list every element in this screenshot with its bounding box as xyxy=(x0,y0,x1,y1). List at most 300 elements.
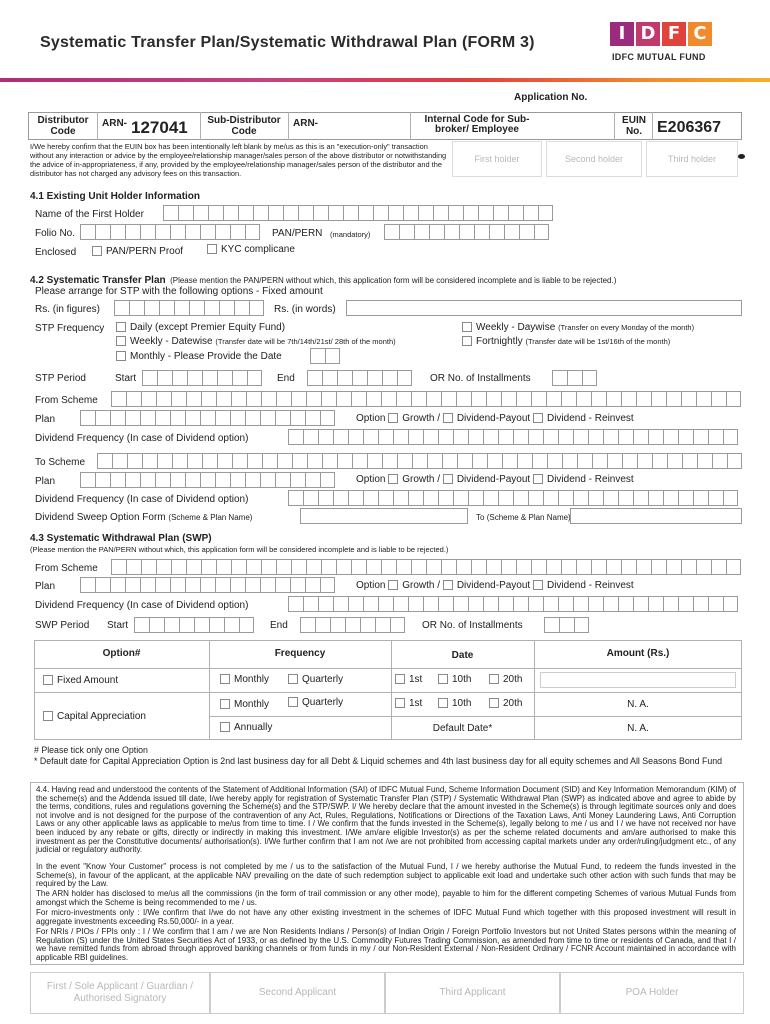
char-box[interactable] xyxy=(140,472,155,488)
char-box[interactable] xyxy=(448,205,463,221)
char-box[interactable] xyxy=(622,453,637,469)
char-box[interactable] xyxy=(457,453,472,469)
char-box[interactable] xyxy=(366,559,381,575)
char-box[interactable] xyxy=(348,596,363,612)
char-box[interactable] xyxy=(382,370,397,386)
char-box[interactable] xyxy=(187,453,202,469)
char-box[interactable] xyxy=(185,577,200,593)
char-box[interactable] xyxy=(290,410,305,426)
char-box[interactable] xyxy=(606,559,621,575)
char-box[interactable] xyxy=(155,410,170,426)
char-box[interactable] xyxy=(253,205,268,221)
char-box[interactable] xyxy=(283,205,298,221)
to-scheme-input[interactable] xyxy=(97,453,742,469)
swp-start-input[interactable] xyxy=(134,617,254,633)
char-box[interactable] xyxy=(305,577,320,593)
char-box[interactable] xyxy=(232,370,247,386)
char-box[interactable] xyxy=(292,453,307,469)
char-box[interactable] xyxy=(303,429,318,445)
char-box[interactable] xyxy=(367,453,382,469)
char-box[interactable] xyxy=(140,577,155,593)
char-box[interactable] xyxy=(134,617,149,633)
char-box[interactable] xyxy=(582,370,597,386)
char-box[interactable] xyxy=(663,490,678,506)
char-box[interactable] xyxy=(245,410,260,426)
date-1st-checkbox[interactable] xyxy=(395,674,422,685)
char-box[interactable] xyxy=(303,596,318,612)
char-box[interactable] xyxy=(637,453,652,469)
char-box[interactable] xyxy=(321,559,336,575)
char-box[interactable] xyxy=(351,559,366,575)
char-box[interactable] xyxy=(423,429,438,445)
char-box[interactable] xyxy=(159,300,174,316)
char-box[interactable] xyxy=(678,490,693,506)
char-box[interactable] xyxy=(508,205,523,221)
char-box[interactable] xyxy=(441,559,456,575)
char-box[interactable] xyxy=(320,472,335,488)
char-box[interactable] xyxy=(468,596,483,612)
char-box[interactable] xyxy=(260,410,275,426)
char-box[interactable] xyxy=(502,453,517,469)
char-box[interactable] xyxy=(561,391,576,407)
quarterly2-freq-checkbox[interactable] xyxy=(288,697,343,708)
char-box[interactable] xyxy=(202,453,217,469)
char-box[interactable] xyxy=(517,453,532,469)
char-box[interactable] xyxy=(723,490,738,506)
third-holder-sign[interactable]: Third holder xyxy=(646,141,738,177)
char-box[interactable] xyxy=(453,596,468,612)
char-box[interactable] xyxy=(531,559,546,575)
char-box[interactable] xyxy=(390,617,405,633)
char-box[interactable] xyxy=(559,617,574,633)
char-box[interactable] xyxy=(471,559,486,575)
char-box[interactable] xyxy=(330,617,345,633)
char-box[interactable] xyxy=(288,429,303,445)
char-box[interactable] xyxy=(375,617,390,633)
char-box[interactable] xyxy=(663,429,678,445)
char-box[interactable] xyxy=(483,429,498,445)
char-box[interactable] xyxy=(290,472,305,488)
char-box[interactable] xyxy=(513,429,528,445)
char-box[interactable] xyxy=(185,410,200,426)
char-box[interactable] xyxy=(459,224,474,240)
char-box[interactable] xyxy=(170,224,185,240)
char-box[interactable] xyxy=(275,410,290,426)
char-box[interactable] xyxy=(603,429,618,445)
char-box[interactable] xyxy=(249,300,264,316)
char-box[interactable] xyxy=(411,391,426,407)
char-box[interactable] xyxy=(246,391,261,407)
char-box[interactable] xyxy=(215,410,230,426)
char-box[interactable] xyxy=(678,429,693,445)
char-box[interactable] xyxy=(200,410,215,426)
char-box[interactable] xyxy=(378,490,393,506)
char-box[interactable] xyxy=(126,559,141,575)
char-box[interactable] xyxy=(438,596,453,612)
char-box[interactable] xyxy=(708,596,723,612)
char-box[interactable] xyxy=(363,429,378,445)
char-box[interactable] xyxy=(230,410,245,426)
char-box[interactable] xyxy=(429,224,444,240)
char-box[interactable] xyxy=(411,559,426,575)
div-reinvest2-checkbox[interactable] xyxy=(533,474,543,484)
char-box[interactable] xyxy=(245,577,260,593)
char-box[interactable] xyxy=(471,391,486,407)
poa-holder-signature[interactable]: POA Holder xyxy=(560,972,744,1014)
char-box[interactable] xyxy=(313,205,328,221)
char-box[interactable] xyxy=(538,205,553,221)
char-box[interactable] xyxy=(474,224,489,240)
char-box[interactable] xyxy=(606,391,621,407)
char-box[interactable] xyxy=(393,596,408,612)
char-box[interactable] xyxy=(621,559,636,575)
char-box[interactable] xyxy=(336,559,351,575)
char-box[interactable] xyxy=(185,224,200,240)
char-box[interactable] xyxy=(141,559,156,575)
char-box[interactable] xyxy=(636,391,651,407)
char-box[interactable] xyxy=(200,224,215,240)
swp-from-scheme-input[interactable] xyxy=(111,559,741,575)
char-box[interactable] xyxy=(618,429,633,445)
char-box[interactable] xyxy=(544,617,559,633)
char-box[interactable] xyxy=(651,391,666,407)
monthly-freq-checkbox[interactable] xyxy=(220,674,269,685)
char-box[interactable] xyxy=(275,577,290,593)
char-box[interactable] xyxy=(573,429,588,445)
char-box[interactable] xyxy=(546,391,561,407)
char-box[interactable] xyxy=(261,391,276,407)
char-box[interactable] xyxy=(216,559,231,575)
euin-value[interactable]: E206367 xyxy=(657,119,722,136)
swp-div-reinvest-checkbox[interactable] xyxy=(533,580,543,590)
char-box[interactable] xyxy=(238,205,253,221)
char-box[interactable] xyxy=(408,429,423,445)
char-box[interactable] xyxy=(320,410,335,426)
char-box[interactable] xyxy=(193,205,208,221)
monthly2-freq-checkbox[interactable] xyxy=(220,699,269,710)
char-box[interactable] xyxy=(648,596,663,612)
char-box[interactable] xyxy=(531,391,546,407)
char-box[interactable] xyxy=(125,472,140,488)
first-applicant-signature[interactable]: First / Sole Applicant / Guardian / Authorised Signatory xyxy=(30,972,210,1014)
char-box[interactable] xyxy=(215,224,230,240)
char-box[interactable] xyxy=(427,453,442,469)
char-box[interactable] xyxy=(328,205,343,221)
char-box[interactable] xyxy=(111,391,126,407)
char-box[interactable] xyxy=(337,453,352,469)
char-box[interactable] xyxy=(652,453,667,469)
char-box[interactable] xyxy=(179,617,194,633)
char-box[interactable] xyxy=(712,453,727,469)
char-box[interactable] xyxy=(681,559,696,575)
char-box[interactable] xyxy=(528,490,543,506)
char-box[interactable] xyxy=(418,205,433,221)
char-box[interactable] xyxy=(558,596,573,612)
char-box[interactable] xyxy=(382,453,397,469)
char-box[interactable] xyxy=(142,453,157,469)
char-box[interactable] xyxy=(352,370,367,386)
char-box[interactable] xyxy=(291,391,306,407)
char-box[interactable] xyxy=(260,472,275,488)
char-box[interactable] xyxy=(262,453,277,469)
char-box[interactable] xyxy=(603,596,618,612)
char-box[interactable] xyxy=(367,370,382,386)
char-box[interactable] xyxy=(423,490,438,506)
stp-installments-input[interactable] xyxy=(552,370,597,386)
char-box[interactable] xyxy=(666,559,681,575)
char-box[interactable] xyxy=(288,596,303,612)
char-box[interactable] xyxy=(325,348,340,364)
char-box[interactable] xyxy=(393,429,408,445)
char-box[interactable] xyxy=(303,490,318,506)
char-box[interactable] xyxy=(373,205,388,221)
char-box[interactable] xyxy=(442,453,457,469)
char-box[interactable] xyxy=(408,490,423,506)
char-box[interactable] xyxy=(396,559,411,575)
char-box[interactable] xyxy=(682,453,697,469)
char-box[interactable] xyxy=(726,559,741,575)
char-box[interactable] xyxy=(351,391,366,407)
char-box[interactable] xyxy=(155,472,170,488)
char-box[interactable] xyxy=(141,391,156,407)
char-box[interactable] xyxy=(231,559,246,575)
char-box[interactable] xyxy=(486,391,501,407)
monthly-checkbox[interactable] xyxy=(116,351,282,362)
char-box[interactable] xyxy=(209,617,224,633)
char-box[interactable] xyxy=(204,300,219,316)
from-scheme-input[interactable] xyxy=(111,391,741,407)
char-box[interactable] xyxy=(577,453,592,469)
char-box[interactable] xyxy=(186,559,201,575)
char-box[interactable] xyxy=(320,577,335,593)
char-box[interactable] xyxy=(633,429,648,445)
char-box[interactable] xyxy=(561,559,576,575)
char-box[interactable] xyxy=(633,596,648,612)
char-box[interactable] xyxy=(174,300,189,316)
char-box[interactable] xyxy=(111,559,126,575)
monthly-date-input[interactable] xyxy=(310,348,340,364)
char-box[interactable] xyxy=(697,453,712,469)
weekly-datewise-checkbox[interactable] xyxy=(116,336,396,347)
char-box[interactable] xyxy=(230,224,245,240)
char-box[interactable] xyxy=(723,596,738,612)
swp-div-freq-input[interactable] xyxy=(288,596,738,612)
plan2-input[interactable] xyxy=(80,472,335,488)
char-box[interactable] xyxy=(438,429,453,445)
char-box[interactable] xyxy=(534,224,549,240)
char-box[interactable] xyxy=(219,300,234,316)
char-box[interactable] xyxy=(456,559,471,575)
char-box[interactable] xyxy=(333,429,348,445)
char-box[interactable] xyxy=(696,391,711,407)
pan-proof-checkbox[interactable] xyxy=(92,246,183,257)
char-box[interactable] xyxy=(208,205,223,221)
char-box[interactable] xyxy=(126,391,141,407)
char-box[interactable] xyxy=(187,370,202,386)
char-box[interactable] xyxy=(155,577,170,593)
char-box[interactable] xyxy=(574,617,589,633)
char-box[interactable] xyxy=(360,617,375,633)
char-box[interactable] xyxy=(433,205,448,221)
char-box[interactable] xyxy=(576,559,591,575)
char-box[interactable] xyxy=(95,224,110,240)
char-box[interactable] xyxy=(186,391,201,407)
char-box[interactable] xyxy=(223,205,238,221)
char-box[interactable] xyxy=(591,391,606,407)
char-box[interactable] xyxy=(366,391,381,407)
char-box[interactable] xyxy=(472,453,487,469)
char-box[interactable] xyxy=(125,577,140,593)
plan-input[interactable] xyxy=(80,410,335,426)
char-box[interactable] xyxy=(224,617,239,633)
char-box[interactable] xyxy=(381,559,396,575)
date-10th-checkbox[interactable] xyxy=(438,674,471,685)
annually-freq-checkbox[interactable] xyxy=(220,722,272,733)
char-box[interactable] xyxy=(171,559,186,575)
div-payout-checkbox[interactable] xyxy=(443,413,453,423)
char-box[interactable] xyxy=(478,205,493,221)
char-box[interactable] xyxy=(408,596,423,612)
char-box[interactable] xyxy=(399,224,414,240)
char-box[interactable] xyxy=(444,224,459,240)
char-box[interactable] xyxy=(337,370,352,386)
char-box[interactable] xyxy=(403,205,418,221)
stp-end-input[interactable] xyxy=(307,370,412,386)
char-box[interactable] xyxy=(651,559,666,575)
char-box[interactable] xyxy=(155,224,170,240)
char-box[interactable] xyxy=(588,490,603,506)
char-box[interactable] xyxy=(239,617,254,633)
kyc-checkbox[interactable] xyxy=(207,244,295,255)
char-box[interactable] xyxy=(336,391,351,407)
char-box[interactable] xyxy=(558,490,573,506)
char-box[interactable] xyxy=(513,596,528,612)
char-box[interactable] xyxy=(693,596,708,612)
swp-growth-checkbox[interactable] xyxy=(388,580,398,590)
char-box[interactable] xyxy=(438,490,453,506)
char-box[interactable] xyxy=(456,391,471,407)
char-box[interactable] xyxy=(727,453,742,469)
char-box[interactable] xyxy=(723,429,738,445)
char-box[interactable] xyxy=(358,205,373,221)
char-box[interactable] xyxy=(333,490,348,506)
char-box[interactable] xyxy=(513,490,528,506)
char-box[interactable] xyxy=(519,224,534,240)
pan-input[interactable] xyxy=(384,224,549,240)
char-box[interactable] xyxy=(603,490,618,506)
fixed-amount-input[interactable] xyxy=(540,672,736,688)
char-box[interactable] xyxy=(348,429,363,445)
char-box[interactable] xyxy=(318,596,333,612)
char-box[interactable] xyxy=(110,224,125,240)
char-box[interactable] xyxy=(125,410,140,426)
char-box[interactable] xyxy=(305,472,320,488)
char-box[interactable] xyxy=(172,453,187,469)
char-box[interactable] xyxy=(414,224,429,240)
char-box[interactable] xyxy=(711,559,726,575)
div-freq2-input[interactable] xyxy=(288,490,738,506)
char-box[interactable] xyxy=(216,391,231,407)
char-box[interactable] xyxy=(378,596,393,612)
char-box[interactable] xyxy=(633,490,648,506)
char-box[interactable] xyxy=(80,410,95,426)
char-box[interactable] xyxy=(532,453,547,469)
char-box[interactable] xyxy=(247,453,262,469)
char-box[interactable] xyxy=(381,391,396,407)
char-box[interactable] xyxy=(546,559,561,575)
char-box[interactable] xyxy=(397,453,412,469)
char-box[interactable] xyxy=(498,596,513,612)
char-box[interactable] xyxy=(483,490,498,506)
char-box[interactable] xyxy=(80,224,95,240)
char-box[interactable] xyxy=(200,577,215,593)
char-box[interactable] xyxy=(333,596,348,612)
char-box[interactable] xyxy=(322,453,337,469)
swp-installments-input[interactable] xyxy=(544,617,589,633)
char-box[interactable] xyxy=(711,391,726,407)
char-box[interactable] xyxy=(156,559,171,575)
char-box[interactable] xyxy=(607,453,622,469)
char-box[interactable] xyxy=(343,205,358,221)
char-box[interactable] xyxy=(310,348,325,364)
char-box[interactable] xyxy=(547,453,562,469)
char-box[interactable] xyxy=(453,429,468,445)
char-box[interactable] xyxy=(298,205,313,221)
char-box[interactable] xyxy=(178,205,193,221)
char-box[interactable] xyxy=(201,559,216,575)
char-box[interactable] xyxy=(504,224,519,240)
char-box[interactable] xyxy=(663,596,678,612)
char-box[interactable] xyxy=(558,429,573,445)
char-box[interactable] xyxy=(592,453,607,469)
char-box[interactable] xyxy=(234,300,249,316)
char-box[interactable] xyxy=(393,490,408,506)
char-box[interactable] xyxy=(693,490,708,506)
char-box[interactable] xyxy=(489,224,504,240)
char-box[interactable] xyxy=(352,453,367,469)
char-box[interactable] xyxy=(363,596,378,612)
char-box[interactable] xyxy=(315,617,330,633)
char-box[interactable] xyxy=(217,453,232,469)
char-box[interactable] xyxy=(516,391,531,407)
char-box[interactable] xyxy=(245,472,260,488)
char-box[interactable] xyxy=(110,410,125,426)
char-box[interactable] xyxy=(501,391,516,407)
char-box[interactable] xyxy=(693,429,708,445)
char-box[interactable] xyxy=(200,472,215,488)
char-box[interactable] xyxy=(157,370,172,386)
char-box[interactable] xyxy=(501,559,516,575)
char-box[interactable] xyxy=(528,429,543,445)
sub-arn-prefix[interactable]: ARN- xyxy=(293,118,318,129)
first-holder-sign[interactable]: First holder xyxy=(452,141,542,177)
char-box[interactable] xyxy=(95,410,110,426)
char-box[interactable] xyxy=(573,490,588,506)
char-box[interactable] xyxy=(97,453,112,469)
char-box[interactable] xyxy=(588,596,603,612)
char-box[interactable] xyxy=(300,617,315,633)
date-20th-b-checkbox[interactable] xyxy=(489,698,522,709)
char-box[interactable] xyxy=(125,224,140,240)
char-box[interactable] xyxy=(95,472,110,488)
char-box[interactable] xyxy=(322,370,337,386)
char-box[interactable] xyxy=(261,559,276,575)
char-box[interactable] xyxy=(618,596,633,612)
char-box[interactable] xyxy=(681,391,696,407)
char-box[interactable] xyxy=(201,391,216,407)
char-box[interactable] xyxy=(648,490,663,506)
char-box[interactable] xyxy=(172,370,187,386)
